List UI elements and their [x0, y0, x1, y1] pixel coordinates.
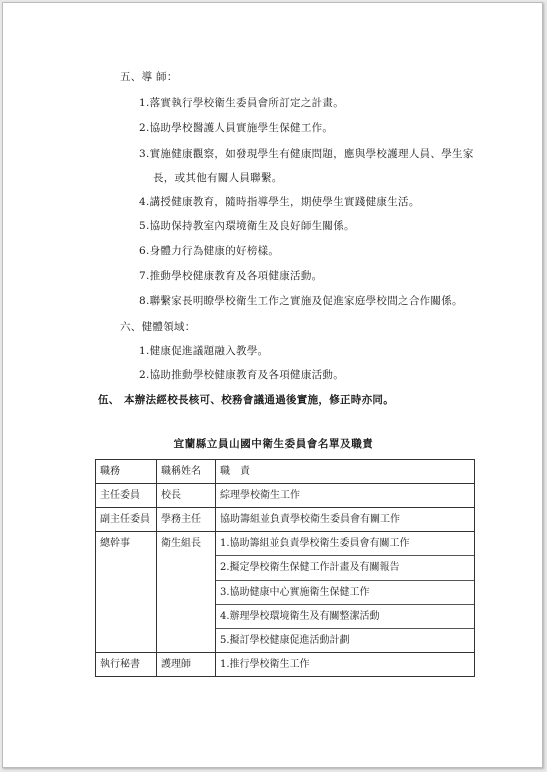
role-cell: 主任委員: [96, 484, 157, 508]
roster-title: 宜蘭縣立員山國中衛生委員會名單及職責: [173, 438, 374, 450]
duty-cell: [216, 532, 475, 653]
health-item-2: 2.協助推動學校健康教育及各項健康活動。: [139, 369, 345, 381]
section-tutor-heading: 五、導 師：: [120, 71, 178, 83]
table-row: [96, 484, 475, 508]
header-title-name: 職稱姓名: [157, 460, 216, 484]
section-five-text: 本辦法經校長核可、校務會議通過後實施，修正時亦同。: [124, 394, 394, 406]
table-header-row: [96, 460, 475, 484]
tutor-item-6: 6.身體力行為健康的好榜樣。: [139, 245, 280, 257]
tutor-item-4: 4.講授健康教育，隨時指導學生，期使學生實踐健康生活。: [139, 196, 420, 208]
section-five: [98, 392, 394, 407]
header-role: 職務: [96, 460, 157, 484]
role-cell: 總幹事: [96, 532, 157, 653]
tutor-item-3: 3.實施健康觀察，如發現學生有健康問題，應與學校護理人員、學生家: [139, 148, 474, 160]
title-cell: 衛生組長: [157, 532, 216, 653]
tutor-item-2: 2.協助學校醫護人員實施學生保健工作。: [139, 122, 334, 134]
table-row: [96, 653, 475, 677]
role-cell: 執行秘書: [96, 653, 157, 677]
tutor-item-8: 8.聯繫家長明瞭學校衛生工作之實施及促進家庭學校間之合作關係。: [139, 295, 463, 307]
duty-line: 5.擬訂學校健康促進活動計劃: [216, 628, 474, 652]
duty-line: 3.協助健康中心實施衛生保健工作: [216, 580, 474, 604]
duty-line: 2.擬定學校衛生保健工作計畫及有關報告: [216, 555, 474, 579]
title-cell: 學務主任: [157, 508, 216, 532]
duty-line: 4.辦理學校環境衛生及有關整潔活動: [216, 604, 474, 628]
table-row: [96, 508, 475, 532]
duty-cell: 協助籌組並負責學校衛生委員會有關工作: [216, 508, 475, 532]
header-duties: 職 責: [216, 460, 475, 484]
table-row: [96, 532, 475, 653]
title-cell: 護理師: [157, 653, 216, 677]
title-cell: 校長: [157, 484, 216, 508]
tutor-item-7: 7.推動學校健康教育及各項健康活動。: [139, 270, 323, 282]
section-five-number: 伍、: [98, 394, 120, 406]
document-page: [2, 2, 543, 768]
duty-cell: 綜理學校衛生工作: [216, 484, 475, 508]
duty-cell: 1.推行學校衛生工作: [216, 653, 475, 677]
health-item-1: 1.健康促進議題融入教學。: [139, 345, 269, 357]
tutor-item-5: 5.協助保持教室內環境衛生及良好師生關係。: [139, 220, 355, 232]
role-cell: 副主任委員: [96, 508, 157, 532]
section-health-heading: 六、健體領域：: [120, 321, 196, 333]
roster-table: [95, 459, 475, 677]
tutor-item-3-continued: 長，或其他有關人員聯繫。: [153, 172, 283, 184]
duty-line: 1.協助籌組並負責學校衛生委員會有關工作: [220, 538, 410, 549]
tutor-item-1: 1.落實執行學校衛生委員會所訂定之計畫。: [139, 97, 345, 109]
